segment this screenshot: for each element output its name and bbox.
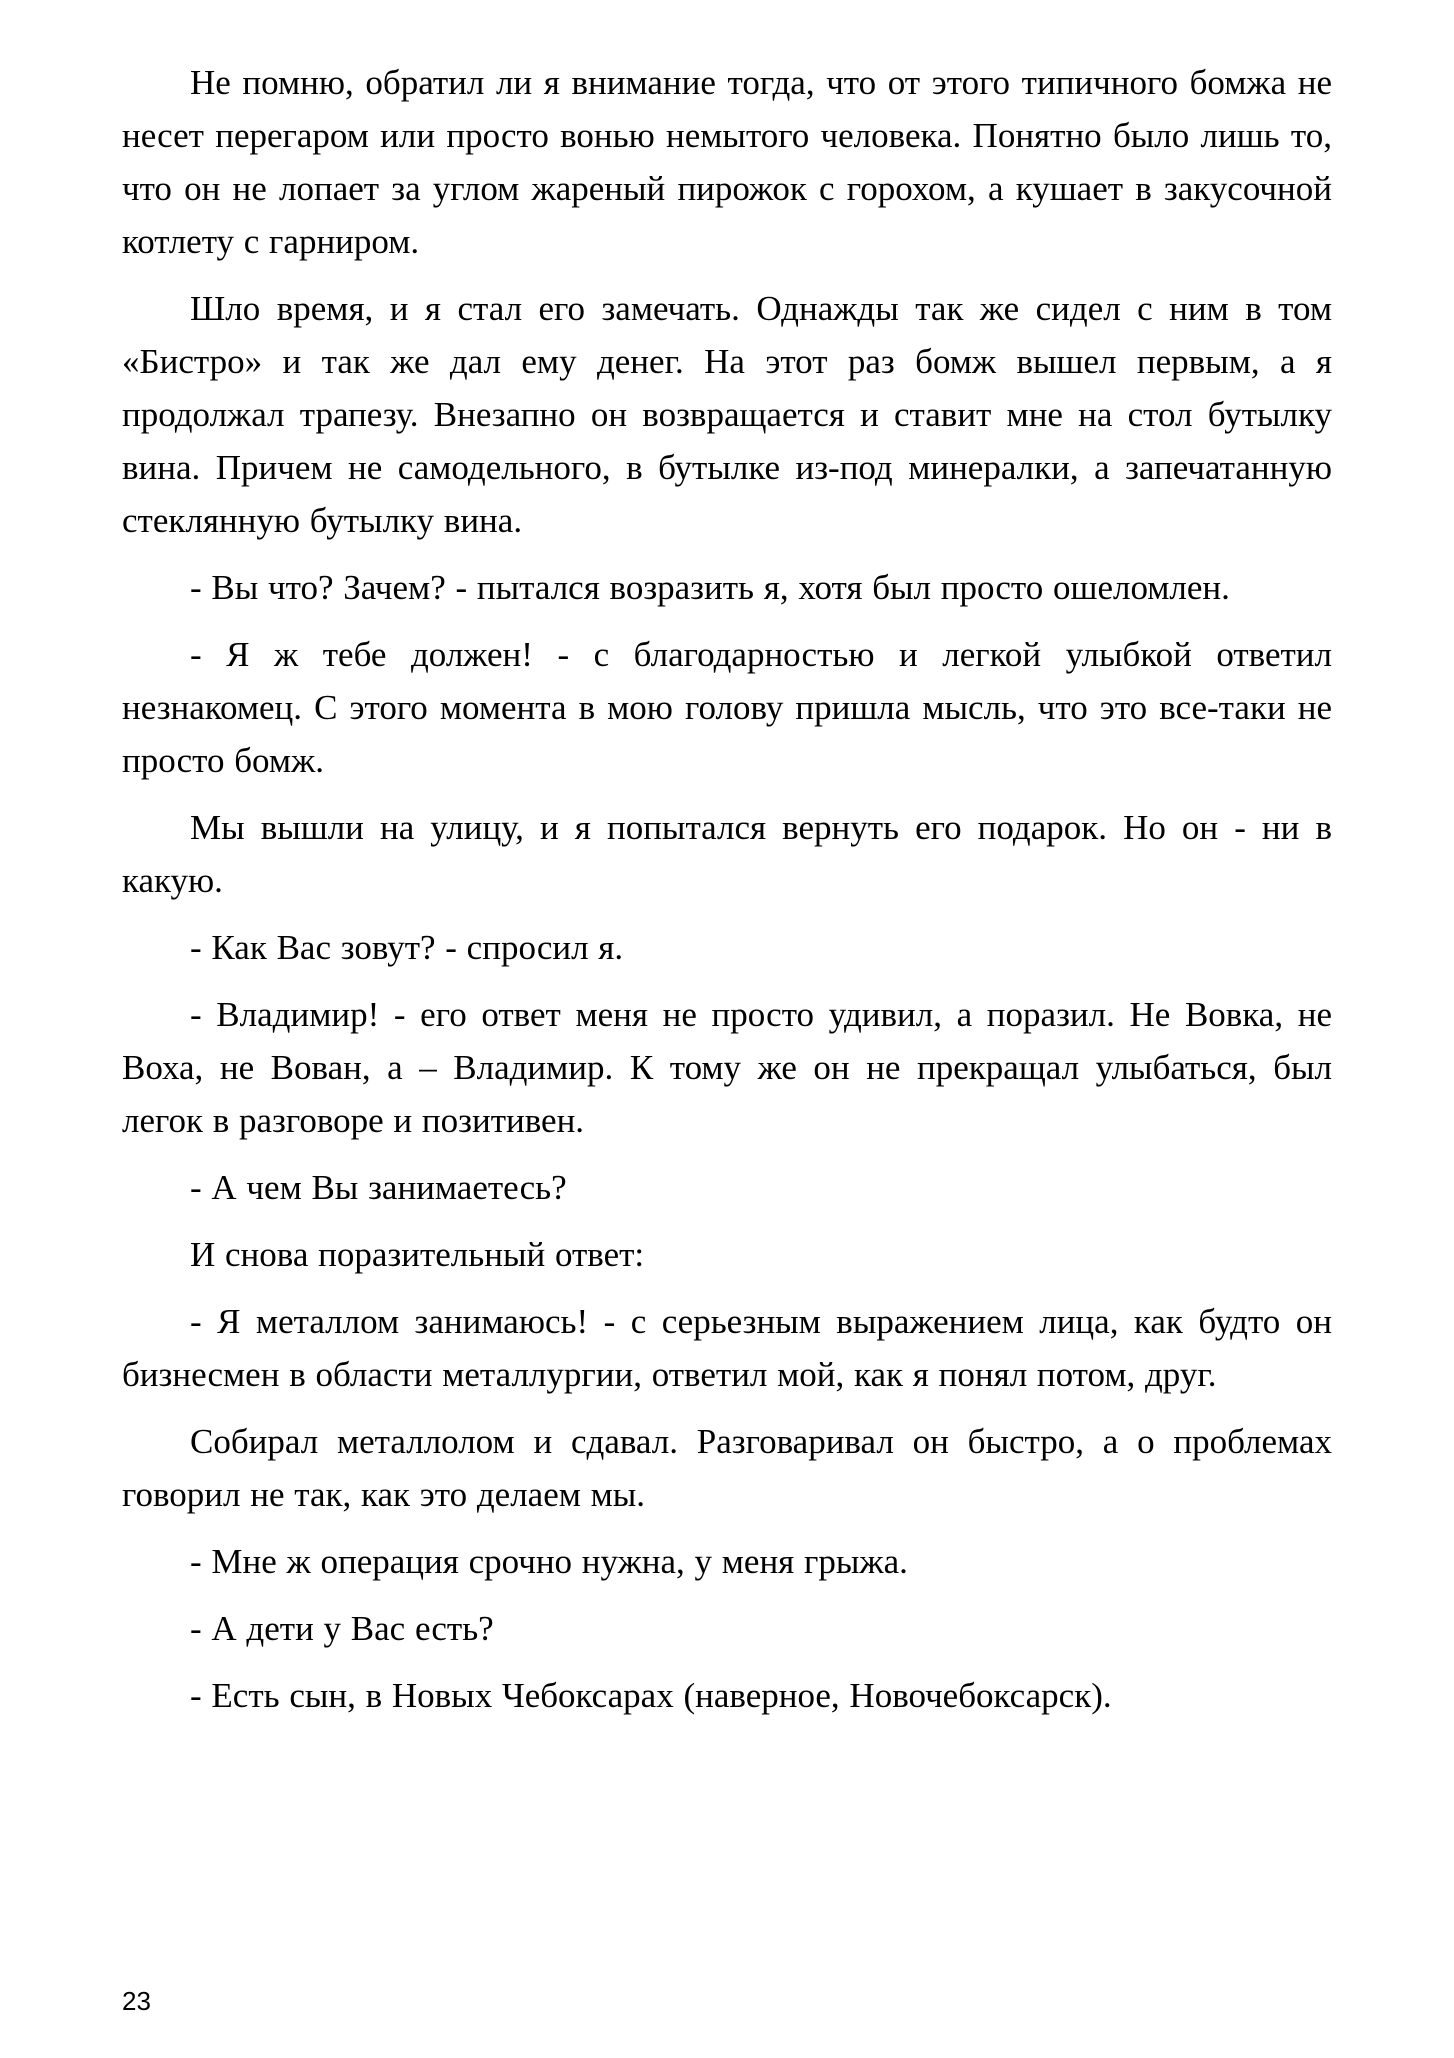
paragraph-dialogue: - Я ж тебе должен! - с благодарностью и легкой улыбкой ответил незнакомец. С этого момента в мою голову пришла мысль, что это все-таки не просто бомж.: [122, 635, 1332, 780]
page-text: [122, 56, 1332, 1736]
paragraph: Шло время, и я стал его замечать. Однажды так же сидел с ним в том «Бистро» и так же дал ему денег. На этот раз бомж вышел первым, а я продолжал трапезу. Внезапно он возвращается и ставит мне на стол бутылку вина. Причем не самодельного, в бутылке из-под минералки, а запечатанную стеклянную бутылку вина.: [122, 289, 1332, 540]
paragraph: Мы вышли на улицу, и я попытался вернуть его подарок. Но он - ни в какую.: [122, 808, 1332, 900]
paragraph-dialogue: - А чем Вы занимаетесь?: [190, 1168, 567, 1207]
page-number: 23: [122, 1986, 151, 2016]
paragraph: Не помню, обратил ли я внимание тогда, что от этого типичного бомжа не несет перегаром или просто вонью немытого человека. Понятно было лишь то, что он не лопает за углом жареный пирожок с горохом, а кушает в закусочной котлету с гарниром.: [122, 63, 1332, 261]
paragraph-dialogue: - Как Вас зовут? - спросил я.: [190, 928, 624, 967]
paragraph-dialogue: - Вы что? Зачем? - пытался возразить я, хотя был просто ошеломлен.: [190, 568, 1230, 607]
paragraph: И снова поразительный ответ:: [190, 1235, 645, 1274]
paragraph-dialogue: - Я металлом занимаюсь! - с серьезным выражением лица, как будто он бизнесмен в области металлургии, ответил мой, как я понял потом, друг.: [122, 1302, 1332, 1394]
paragraph-dialogue: - Владимир! - его ответ меня не просто удивил, а поразил. Не Вовка, не Воха, не Вован, а – Владимир. К тому же он не прекращал улыбаться, был легок в разговоре и позитивен.: [122, 995, 1332, 1140]
paragraph-dialogue: - А дети у Вас есть?: [190, 1609, 494, 1648]
paragraph-dialogue: - Мне ж операция срочно нужна, у меня грыжа.: [190, 1542, 908, 1581]
paragraph: Собирал металлолом и сдавал. Разговаривал он быстро, а о проблемах говорил не так, как это делаем мы.: [122, 1422, 1332, 1514]
paragraph-dialogue: - Есть сын, в Новых Чебоксарах (наверное, Новочебоксарск).: [190, 1676, 1112, 1715]
